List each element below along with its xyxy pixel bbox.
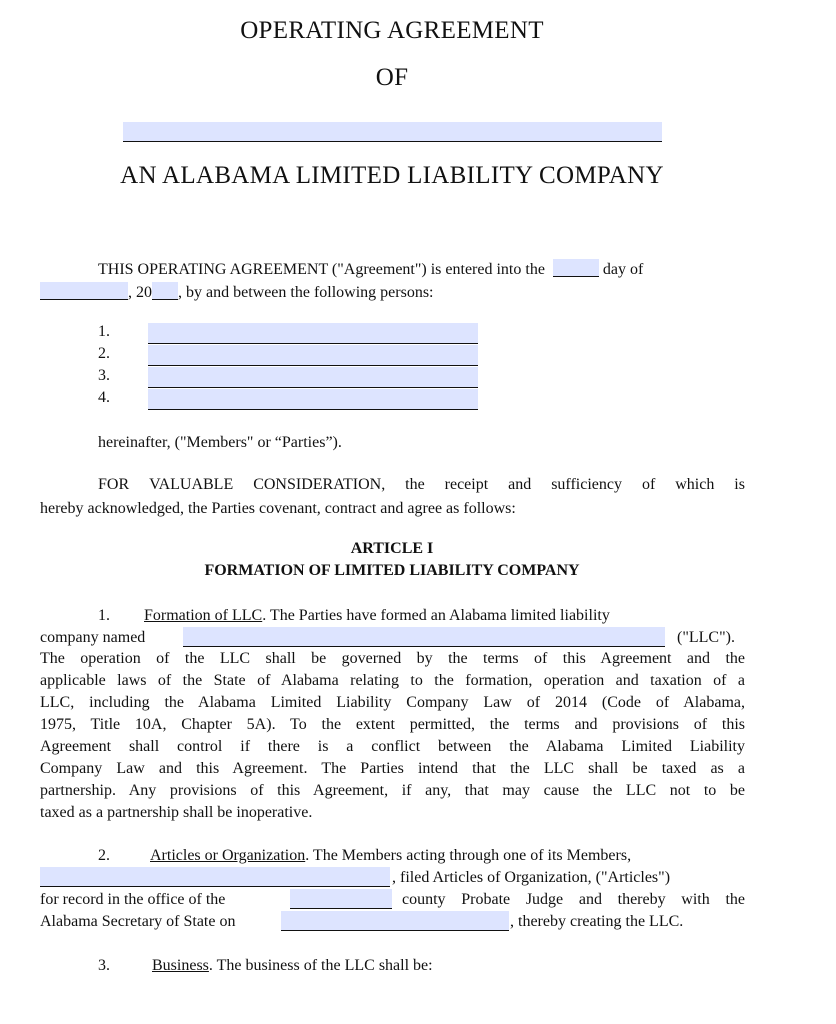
section3-heading: Business	[152, 957, 209, 974]
text-line: applicable laws of the State of Alabama relating to the formation, operation and taxation of a	[40, 672, 745, 689]
section1-text-line	[40, 650, 745, 668]
section1-text-line	[40, 694, 745, 712]
section2-line1-rest: . The Members acting through one of its Members,	[305, 847, 632, 864]
word: CONSIDERATION,	[253, 476, 386, 493]
alabama-secretary-text: Alabama Secretary of State on	[40, 913, 236, 930]
word: which	[675, 476, 715, 493]
county-text: county Probate Judge and thereby with the	[402, 891, 745, 908]
text-line: partnership. Any provisions of this Agreement, if any, that may cause the LLC not to be	[40, 782, 745, 799]
article-subheading: FORMATION OF LIMITED LIABILITY COMPANY	[204, 562, 580, 579]
text-line: The operation of the LLC shall be governed by the terms of this Agreement and the	[40, 650, 745, 667]
filed-text: , filed Articles of Organization, ("Articles")	[392, 869, 671, 886]
word: receipt	[444, 476, 489, 493]
article-heading: ARTICLE I	[350, 540, 434, 557]
company-named-text: company named	[40, 629, 146, 646]
word: the	[405, 476, 425, 493]
intro-line-1	[98, 259, 643, 281]
thereby-text: , thereby creating the LLC.	[510, 913, 684, 930]
section1-company-line	[40, 627, 145, 649]
intro-line-2	[40, 282, 434, 304]
word: of	[641, 476, 656, 493]
word: and	[508, 476, 532, 493]
year-field[interactable]	[152, 282, 178, 300]
section1-last-line: taxed as a partnership shall be inoperative.	[40, 804, 313, 821]
section1-text-line	[40, 760, 745, 778]
text-line: Agreement shall control if there is a conflict between the Alabama Limited Liability	[40, 738, 745, 755]
text-line: 1975, Title 10A, Chapter 5A). To the extent permitted, the terms and provisions of this	[40, 716, 745, 733]
day-field[interactable]	[553, 259, 599, 277]
word: is	[734, 476, 745, 493]
organizer-member-field[interactable]	[40, 867, 390, 887]
member-name-field-3[interactable]	[148, 367, 478, 388]
llc-close-text: ("LLC").	[677, 629, 735, 646]
section1-text-line	[40, 716, 745, 734]
text-line: LLC, including the Alabama Limited Liability Company Law of 2014 (Code of Alabama,	[40, 694, 745, 711]
section3-rest: . The business of the LLC shall be:	[208, 957, 433, 974]
member-number-4: 4.	[98, 389, 110, 406]
section1-line1-rest: . The Parties have formed an Alabama limited liability	[262, 607, 610, 624]
doc-title: OPERATING AGREEMENT	[240, 17, 544, 44]
company-name-field[interactable]	[123, 122, 662, 142]
member-number-2: 2.	[98, 345, 110, 362]
by-between-text: , by and between the following persons:	[178, 284, 434, 301]
for-record-text: for record in the office of the	[40, 891, 226, 908]
consideration-line-1	[98, 476, 745, 494]
section2-heading: Articles or Organization	[150, 847, 306, 864]
comma-20-text: , 20	[128, 284, 152, 301]
member-number-1: 1.	[98, 323, 110, 340]
section1-text-line	[40, 738, 745, 756]
section2-line-1	[98, 845, 631, 867]
llc-name-field[interactable]	[183, 627, 665, 647]
member-name-field-2[interactable]	[148, 345, 478, 366]
filing-date-field[interactable]	[281, 911, 509, 931]
hereinafter-text: hereinafter, ("Members" or “Parties”).	[98, 434, 342, 451]
section1-heading: Formation of LLC	[144, 607, 263, 624]
consideration-line-2: hereby acknowledged, the Parties covenant, contract and agree as follows:	[40, 500, 516, 517]
doc-title-of: OF	[375, 64, 409, 91]
section1-number: 1.	[98, 607, 110, 624]
word: VALUABLE	[149, 476, 234, 493]
doc-subtitle: AN ALABAMA LIMITED LIABILITY COMPANY	[120, 162, 664, 189]
member-name-field-4[interactable]	[148, 389, 478, 410]
section3-line-1	[98, 955, 433, 977]
text-line: Company Law and this Agreement. The Parties intend that the LLC shall be taxed as a	[40, 760, 745, 777]
section2-number: 2.	[98, 847, 110, 864]
section3-number: 3.	[98, 957, 110, 974]
section1-text-line	[40, 782, 745, 800]
word: sufficiency	[551, 476, 622, 493]
section1-text-line	[40, 672, 745, 690]
day-of-text: day of	[602, 261, 644, 278]
member-number-3: 3.	[98, 367, 110, 384]
member-name-field-1[interactable]	[148, 323, 478, 344]
county-field[interactable]	[290, 889, 392, 909]
word: FOR	[98, 476, 130, 493]
section1-line-1	[98, 605, 610, 627]
intro-text: THIS OPERATING AGREEMENT ("Agreement") is entered into the	[98, 261, 545, 278]
month-field[interactable]	[40, 282, 128, 300]
